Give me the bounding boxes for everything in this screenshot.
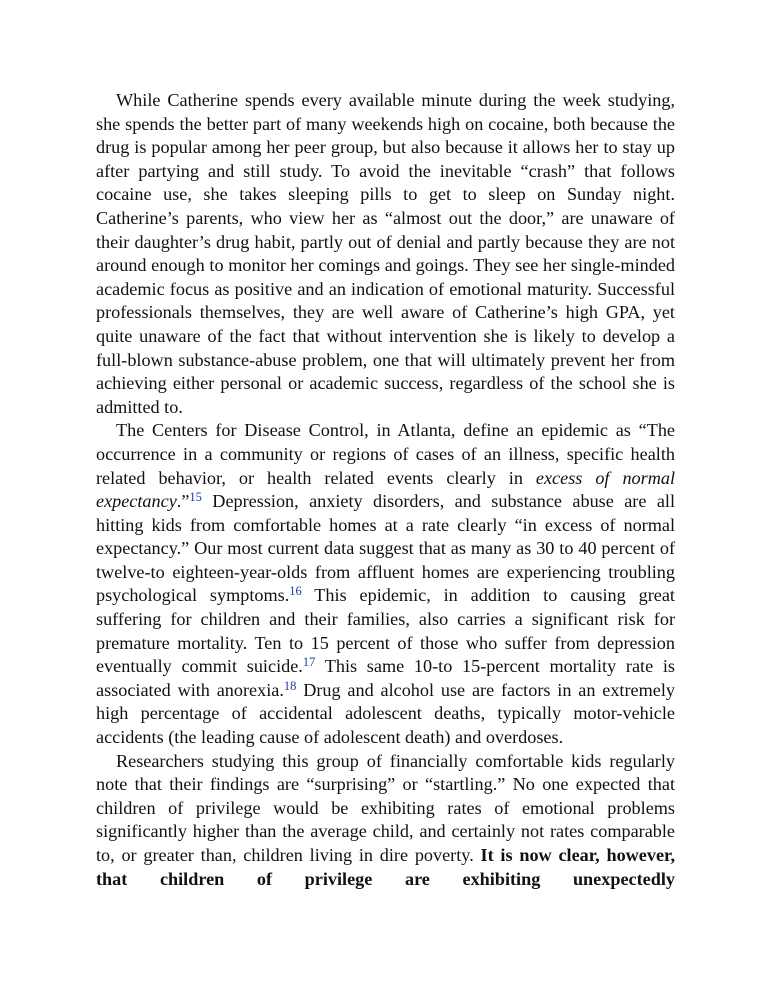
paragraph-text: The Centers for Disease Control, in Atlanta, define an epidemic as “The occurrence in a community or regions of cases of an illness, specific health related behavior, or health related events clearly in (96, 420, 675, 488)
paragraph-catherine (96, 89, 675, 419)
footnote-link-18[interactable]: 18 (283, 678, 297, 693)
footnote-link-16[interactable]: 16 (289, 584, 302, 599)
emphasis-text: excess of normal expectancy (96, 467, 676, 512)
paragraph-text: .” (176, 491, 190, 512)
paragraph-text: Depression, anxiety disorders, and substance abuse are all hitting kids from comfortable homes at a rate clearly “in excess of normal expectancy.” Our most current data suggest that as many as 30 to 40 percent of twelve-to eighteen-year-olds from affluent homes are experiencing troubling psychological symptoms. (96, 491, 675, 606)
paragraph-text: Researchers studying this group of financially comfortable kids regularly note that their findings are “surprising” or “startling.” No one expected that children of privilege would be exhibiting rates of emotional problems significantly higher than the average child, and certainly not rates comparable to, or greater than, children living in dire poverty. (96, 750, 675, 865)
paragraph-epidemic (96, 419, 675, 749)
footnote-link-17[interactable]: 17 (302, 655, 316, 670)
page-body (96, 89, 675, 891)
paragraph-text: This epidemic, in addition to causing great suffering for children and their families, also carries a significant risk for premature mortality. Ten to 15 percent of those who suffer from depression eventually commit suicide. (96, 585, 675, 677)
paragraph-researchers (96, 750, 675, 892)
footnote-link-15[interactable]: 15 (189, 490, 202, 505)
paragraph-text: Drug and alcohol use are factors in an extremely high percentage of accidental adolescent deaths, typically motor-vehicle accidents (the leading cause of adolescent death) and overdoses. (96, 679, 675, 748)
bold-text: It is now clear, however, that children of privilege are exhibiting unexpectedly (96, 845, 675, 889)
paragraph-text: This same 10-to 15-percent mortality rate is associated with anorexia. (96, 656, 675, 700)
paragraph-text: While Catherine spends every available minute during the week studying, she spends the better part of many weekends high on cocaine, both because the drug is popular among her peer group, but also because it allows her to stay up after partying and still study. To avoid the inevitable “crash” that follows cocaine use, she takes sleeping pills to get to sleep on Sunday night. Catherine’s parents, who view her as “almost out the door,” are unaware of their daughter’s drug habit, partly out of denial and partly because they are not around enough to monitor her comings and goings. They see her single-minded academic focus as positive and an indication of emotional maturity. Successful professionals themselves, they are well aware of Catherine’s high GPA, yet quite unaware of the fact that without intervention she is likely to develop a full-blown substance-abuse problem, one that will ultimately prevent her from achieving either personal or academic success, regardless of the school she is admitted to. (96, 90, 675, 417)
